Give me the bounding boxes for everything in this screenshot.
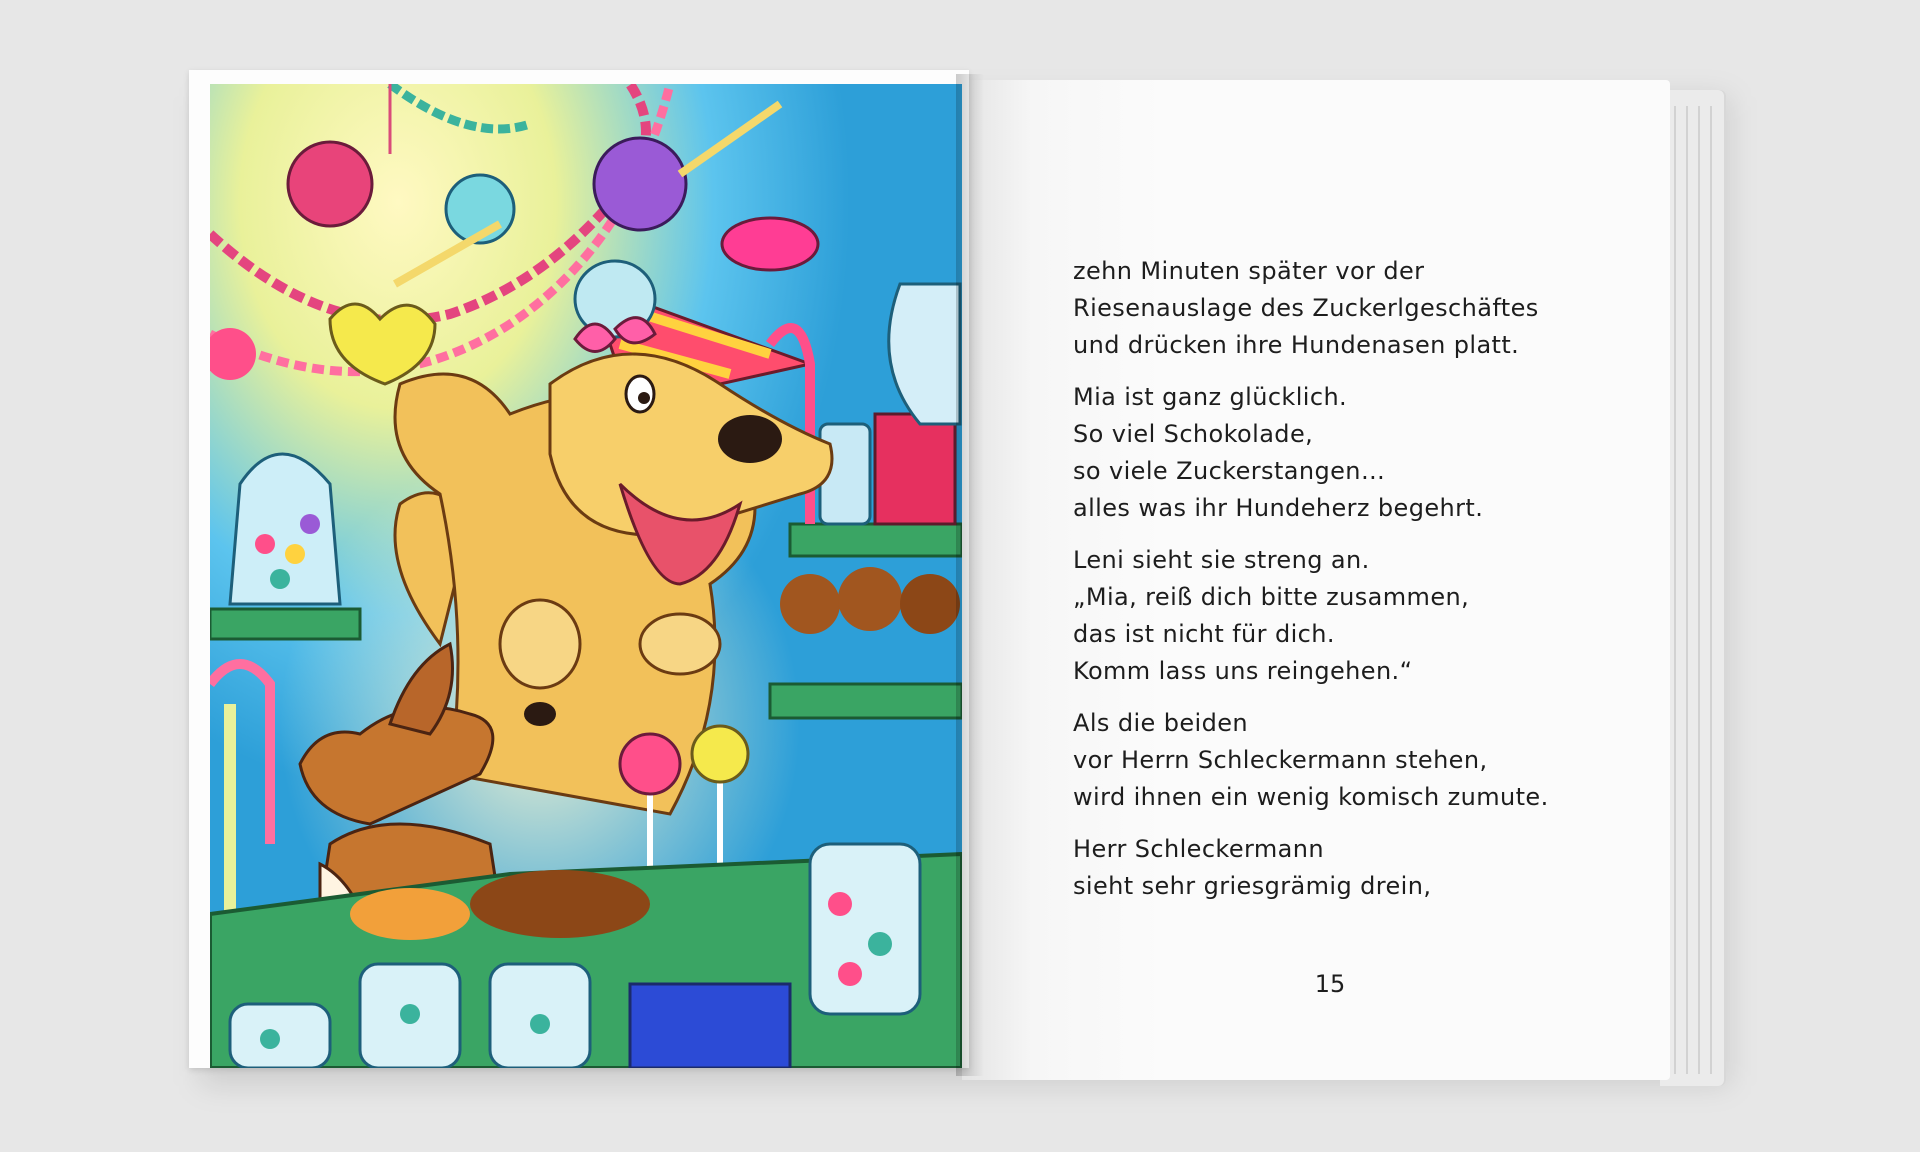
wrapped-candy xyxy=(722,218,818,270)
text-line: alles was ihr Hundeherz begehrt. xyxy=(1073,494,1484,522)
dog-paw xyxy=(640,614,720,674)
lollipop xyxy=(620,734,680,794)
chocolate-bin xyxy=(470,870,650,938)
text-line: Mia ist ganz glücklich. xyxy=(1073,383,1348,411)
shelf xyxy=(210,609,360,639)
dog-paw xyxy=(500,600,580,688)
page-number: 15 xyxy=(1314,970,1346,998)
dog-nose xyxy=(718,415,782,463)
lollipop xyxy=(692,726,748,782)
text-line: So viel Schokolade, xyxy=(1073,420,1314,448)
chocolate-figure xyxy=(900,574,960,634)
shelf xyxy=(770,684,962,718)
story-text xyxy=(1073,253,1633,920)
candy-jar xyxy=(230,1004,330,1068)
paragraph xyxy=(1073,253,1633,364)
illustration-svg xyxy=(210,84,962,1068)
chocolate-figure xyxy=(780,574,840,634)
text-line: das ist nicht für dich. xyxy=(1073,620,1335,648)
chocolate-figure xyxy=(838,567,902,631)
candy-box xyxy=(630,984,790,1068)
text-line: Komm lass uns reingehen.“ xyxy=(1073,657,1413,685)
candy-bin xyxy=(350,888,470,940)
text-line: „Mia, reiß dich bitte zusammen, xyxy=(1073,583,1470,611)
paragraph xyxy=(1073,542,1633,690)
page-edge-line xyxy=(1698,106,1700,1074)
candy-box xyxy=(875,414,955,524)
candy-jar xyxy=(810,844,920,1014)
page-edge-line xyxy=(1686,106,1688,1074)
text-line: so viele Zuckerstangen… xyxy=(1073,457,1386,485)
lollipop xyxy=(288,142,372,226)
paragraph xyxy=(1073,379,1633,527)
text-line: vor Herrn Schleckermann stehen, xyxy=(1073,746,1488,774)
book-gutter-shadow xyxy=(956,74,984,1076)
paragraph xyxy=(1073,705,1633,816)
page-edge-line xyxy=(1710,106,1712,1074)
text-line: Herr Schleckermann xyxy=(1073,835,1324,863)
text-line: wird ihnen ein wenig komisch zumute. xyxy=(1073,783,1549,811)
page-edge-line xyxy=(1674,106,1676,1074)
text-line: Leni sieht sie streng an. xyxy=(1073,546,1370,574)
shelf xyxy=(790,524,962,556)
text-line: sieht sehr griesgrämig drein, xyxy=(1073,872,1432,900)
text-line: und drücken ihre Hundenasen platt. xyxy=(1073,331,1520,359)
candy-shop-illustration xyxy=(210,84,962,1068)
text-line: Riesenauslage des Zuckerlgeschäftes xyxy=(1073,294,1539,322)
text-line: Als die beiden xyxy=(1073,709,1248,737)
text-line: zehn Minuten später vor der xyxy=(1073,257,1425,285)
paragraph xyxy=(1073,831,1633,905)
lollipop xyxy=(594,138,686,230)
